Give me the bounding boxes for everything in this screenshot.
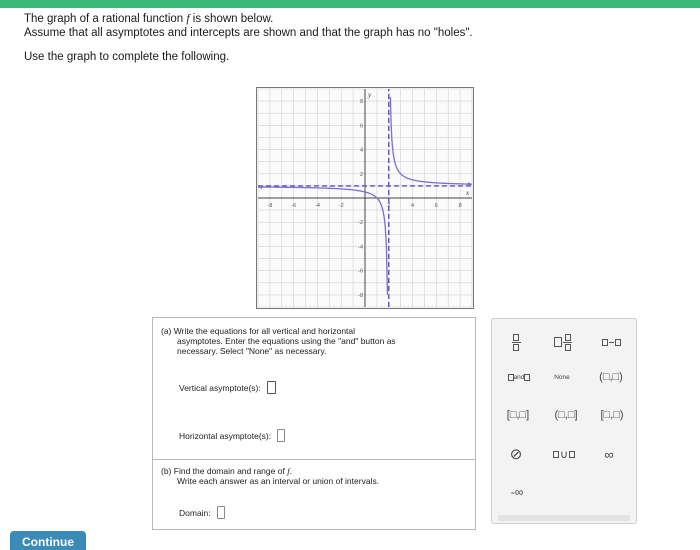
- y-tick-label: -2: [358, 220, 363, 227]
- fraction-button[interactable]: [506, 331, 526, 353]
- vertical-asymptote-input[interactable]: [267, 381, 276, 394]
- y-tick-label: 4: [359, 147, 363, 154]
- infinity-button[interactable]: ∞: [604, 446, 614, 462]
- y-axis-label: y: [368, 91, 372, 99]
- domain-label: Domain:: [179, 507, 211, 518]
- math-palette: [491, 318, 637, 524]
- closed-closed-interval-button[interactable]: [□,□]: [506, 409, 530, 421]
- subscript-button[interactable]: [594, 331, 628, 353]
- part-a-instructions: (a) Write the equations for all vertical and horizontal asymptotes. Enter the equations using the "and" button as necessary. Select "None" as necessary.: [161, 326, 396, 356]
- and-button[interactable]: and: [500, 369, 538, 385]
- y-tick-label: 6: [359, 123, 363, 130]
- x-tick-label: -2: [338, 203, 344, 209]
- domain-input[interactable]: [217, 506, 225, 519]
- horizontal-asymptote-input[interactable]: [277, 429, 285, 442]
- graph-svg: [256, 87, 474, 309]
- y-tick-label: 2: [359, 171, 363, 178]
- continue-button[interactable]: Continue: [10, 531, 86, 550]
- part-a: [153, 318, 475, 460]
- y-tick-label: -6: [358, 268, 363, 275]
- mixed-number-icon: [554, 334, 572, 351]
- palette-bottom-bar: [498, 515, 630, 521]
- horizontal-asymptote-label: Horizontal asymptote(s):: [179, 430, 272, 441]
- question-panel: [152, 317, 476, 530]
- horizontal-asymptote-row: [179, 429, 285, 442]
- rational-function-graph: [256, 87, 474, 309]
- problem-prompt: [24, 12, 473, 64]
- prompt-line-1: The graph of a rational function f is shown below.: [24, 13, 274, 25]
- x-tick-label: 8: [458, 203, 462, 209]
- y-tick-label: -4: [358, 244, 363, 251]
- none-button[interactable]: None: [554, 373, 570, 381]
- mixed-number-button[interactable]: [548, 331, 578, 353]
- x-tick-label: -6: [291, 203, 297, 209]
- y-tick-label: -8: [358, 292, 363, 299]
- y-tick-label: 8: [359, 99, 363, 106]
- closed-open-interval-button[interactable]: [□,□): [600, 409, 624, 421]
- x-tick-label: 2: [387, 203, 391, 209]
- negative-infinity-button[interactable]: -∞: [510, 485, 524, 499]
- open-open-interval-button[interactable]: (□,□): [599, 371, 623, 383]
- subscript-icon: [602, 339, 621, 346]
- part-b-instructions: (b) Find the domain and range of f. Write each answer as an interval or union of intervals.: [161, 466, 380, 486]
- clear-button[interactable]: [504, 444, 528, 464]
- union-button[interactable]: ∪: [546, 445, 582, 463]
- x-tick-label: -8: [267, 203, 273, 209]
- top-accent-bar: [0, 0, 700, 8]
- vertical-asymptote-label: Vertical asymptote(s):: [179, 382, 261, 393]
- x-axis-label: x: [466, 189, 470, 197]
- function-symbol: f: [186, 13, 190, 25]
- domain-row: [179, 506, 225, 519]
- x-tick-label: -4: [314, 203, 320, 209]
- open-closed-interval-button[interactable]: (□,□]: [554, 409, 578, 421]
- part-b: [153, 460, 475, 531]
- x-tick-label: 6: [434, 203, 438, 209]
- clear-icon: ⊘: [509, 446, 523, 463]
- fraction-icon: [512, 334, 521, 351]
- vertical-asymptote-row: [179, 381, 276, 394]
- prompt-line-3: Use the graph to complete the following.: [24, 51, 230, 63]
- x-tick-label: 4: [411, 203, 415, 209]
- prompt-line-2: Assume that all asymptotes and intercepts are shown and that the graph has no "holes".: [24, 27, 473, 39]
